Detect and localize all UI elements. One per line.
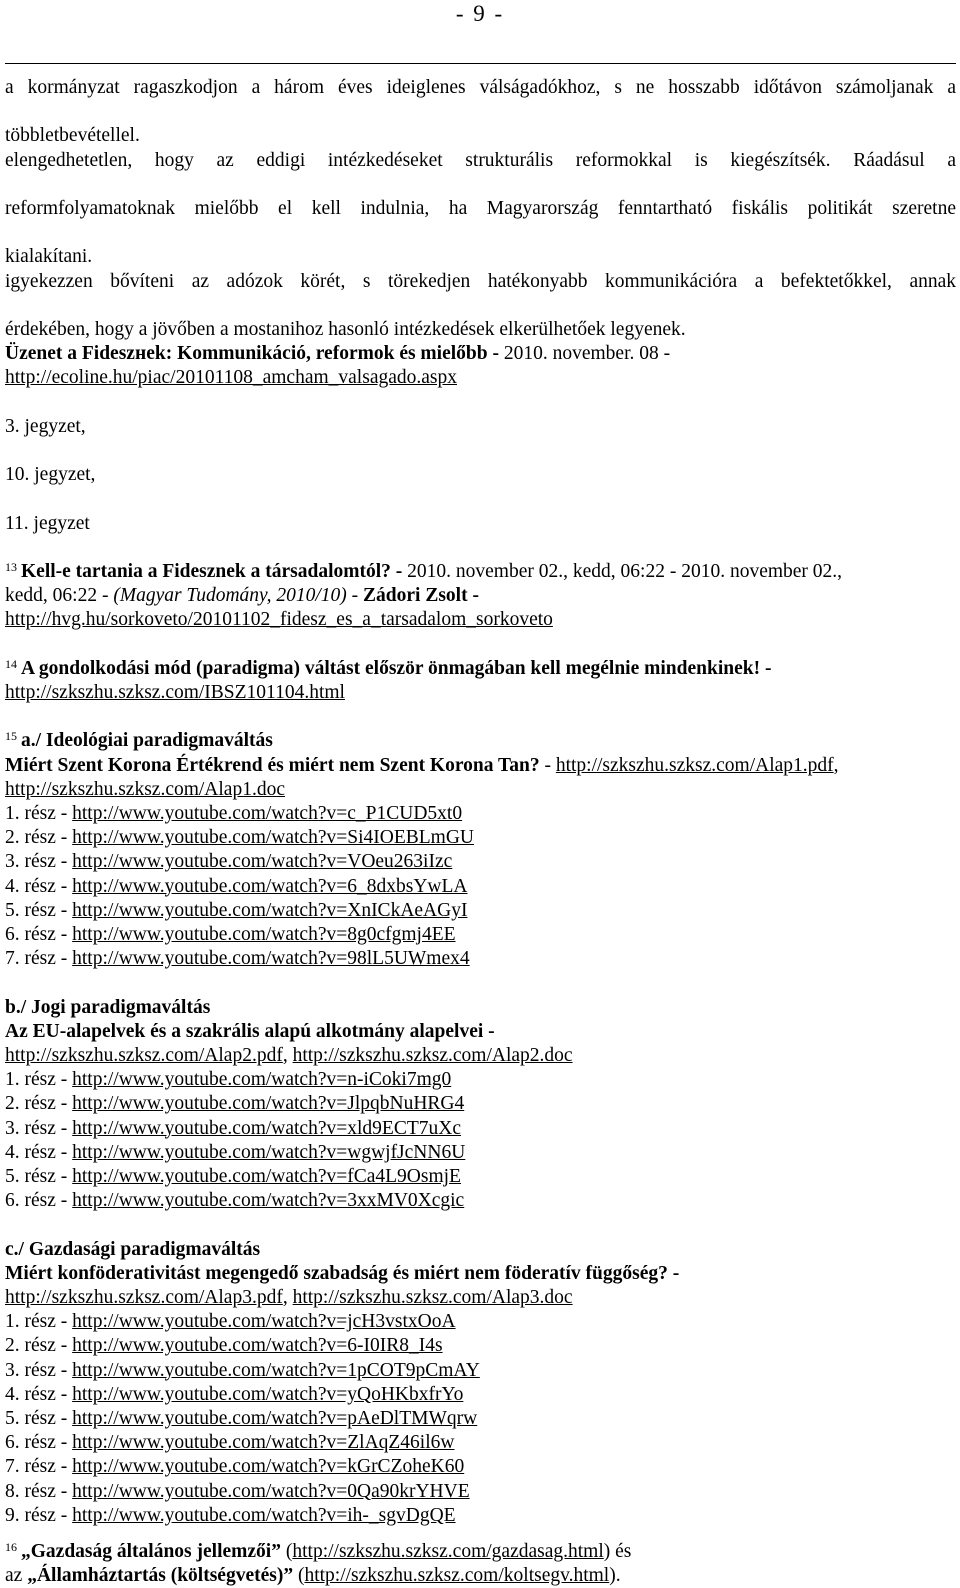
paragraph-tax	[5, 76, 956, 149]
video-part-item	[5, 1068, 956, 1092]
koltsegvetes-link[interactable]: http://szkszhu.szksz.com/koltsegv.html	[304, 1565, 610, 1587]
video-link[interactable]: http://www.youtube.com/watch?v=XnICkAeAGyI	[72, 899, 468, 921]
video-part-item	[5, 1504, 956, 1528]
section-heading-b: b./ Jogi paradigmaváltás	[5, 996, 211, 1018]
source-uzenet	[5, 342, 956, 390]
video-part-label: 7. rész -	[5, 948, 73, 970]
video-link[interactable]: http://www.youtube.com/watch?v=jcH3vstxOoA	[72, 1311, 456, 1333]
video-part-item	[5, 1480, 956, 1504]
footnote-14	[5, 657, 956, 705]
video-part-item	[5, 875, 956, 899]
footnote-link[interactable]: http://szkszhu.szksz.com/IBSZ101104.html	[5, 682, 345, 703]
video-link[interactable]: http://www.youtube.com/watch?v=c_P1CUD5xt0	[72, 803, 463, 824]
video-part-item	[5, 947, 956, 971]
footnote-number: 16	[5, 1540, 17, 1555]
separator: ,	[282, 1045, 293, 1067]
section-subtitle-a: Miért Szent Korona Értékrend és miért nem Szent Korona Tan?	[5, 754, 540, 776]
video-part-item	[5, 1141, 956, 1165]
source-date: 2010. november. 08 -	[498, 343, 671, 365]
paragraph-reforms	[5, 149, 956, 270]
video-link[interactable]: http://www.youtube.com/watch?v=98lL5UWmex4	[72, 948, 470, 970]
video-part-label: 4. rész -	[5, 1383, 73, 1405]
paren-open: (	[280, 1541, 293, 1563]
video-part-item	[5, 1359, 956, 1383]
video-link[interactable]: http://www.youtube.com/watch?v=6_8dxbsYwLA	[72, 875, 468, 897]
footnote-journal: (Magyar Tudomány, 2010/10)	[113, 585, 347, 607]
video-link[interactable]: http://www.youtube.com/watch?v=6-I0IR8_I4s	[72, 1335, 443, 1357]
video-link[interactable]: http://www.youtube.com/watch?v=xld9ECT7uXc	[72, 1117, 461, 1139]
separator: ,	[282, 1287, 293, 1309]
separator: -	[346, 585, 364, 607]
video-part-item	[5, 1092, 956, 1116]
video-part-label: 6. rész -	[5, 1190, 73, 1212]
video-part-label: 6. rész -	[5, 924, 73, 946]
paren-close: ) és	[603, 1541, 632, 1563]
conjunction: az	[5, 1565, 28, 1587]
video-part-item	[5, 1165, 956, 1189]
alap1-doc-link[interactable]: http://szkszhu.szksz.com/Alap1.doc	[5, 778, 285, 800]
footnote-title: „Államháztartás (költségvetés)”	[27, 1565, 294, 1587]
video-part-label: 4. rész -	[5, 875, 73, 897]
video-part-item	[5, 802, 956, 826]
video-part-item	[5, 1117, 956, 1141]
document-body	[5, 76, 956, 1588]
source-title-line	[5, 342, 956, 366]
video-part-label: 5. rész -	[5, 1408, 73, 1430]
video-part-label: 1. rész -	[5, 1069, 73, 1091]
alap2-pdf-link[interactable]: http://szkszhu.szksz.com/Alap2.pdf	[5, 1045, 283, 1067]
footnote-author: Zádori Zsolt -	[363, 585, 479, 607]
video-link[interactable]: http://www.youtube.com/watch?v=kGrCZoheK60	[72, 1456, 465, 1478]
separator: ,	[833, 754, 839, 776]
footnote-title: Kell-e tartania a Fidesznek a társadalomtól? -	[21, 561, 403, 582]
paren-close: ).	[609, 1565, 621, 1587]
video-link[interactable]: http://www.youtube.com/watch?v=3xxMV0Xcgic	[72, 1190, 465, 1212]
footnote-number: 14	[5, 656, 17, 671]
paren-open: (	[293, 1565, 305, 1587]
video-part-label: 3. rész -	[5, 851, 73, 873]
text-line: többletbevétellel.	[5, 125, 140, 147]
footnote-date: 2010. november 02., kedd, 06:22 - 2010. november 02.,	[402, 561, 843, 582]
video-part-item	[5, 826, 956, 850]
video-link[interactable]: http://www.youtube.com/watch?v=ih-_sgvDgQE	[72, 1504, 456, 1526]
video-link[interactable]: http://www.youtube.com/watch?v=0Qa90krYHVE	[72, 1480, 470, 1502]
video-part-label: 3. rész -	[5, 1359, 73, 1381]
video-link[interactable]: http://www.youtube.com/watch?v=yQoHKbxfrYo	[72, 1383, 464, 1405]
video-part-label: 2. rész -	[5, 1335, 73, 1357]
video-link[interactable]: http://www.youtube.com/watch?v=1pCOT9pCmAY	[72, 1359, 480, 1381]
video-list-b	[5, 1068, 956, 1213]
video-part-label: 5. rész -	[5, 1166, 73, 1188]
source-title: Üzenet a Fideszнek: Kommunikáció, reformok és mielőbb -	[5, 343, 499, 365]
video-part-label: 7. rész -	[5, 1456, 73, 1478]
paragraph-communication	[5, 270, 956, 343]
gazdasag-link[interactable]: http://szkszhu.szksz.com/gazdasag.html	[292, 1541, 604, 1563]
alap3-pdf-link[interactable]: http://szkszhu.szksz.com/Alap3.pdf	[5, 1287, 283, 1309]
video-link[interactable]: http://www.youtube.com/watch?v=ZlAqZ46il6w	[72, 1432, 455, 1454]
video-link[interactable]: http://www.youtube.com/watch?v=JlpqbNuHRG4	[72, 1093, 465, 1115]
video-part-label: 5. rész -	[5, 899, 73, 921]
footnote-number: 13	[5, 560, 17, 574]
footnote-13	[5, 560, 956, 633]
video-part-label: 8. rész -	[5, 1480, 73, 1502]
page-number: - 9 -	[455, 1, 505, 26]
video-part-label: 3. rész -	[5, 1117, 73, 1139]
alap1-pdf-link[interactable]: http://szkszhu.szksz.com/Alap1.pdf	[555, 754, 834, 776]
source-link[interactable]: http://ecoline.hu/piac/20101108_amcham_valsagado.aspx	[5, 367, 457, 389]
video-link[interactable]: http://www.youtube.com/watch?v=fCa4L9OsmjE	[72, 1166, 461, 1188]
section-subtitle-c: Miért konföderativitást megengedő szabadság és miért nem föderatív függőség? -	[5, 1262, 680, 1284]
footnote-date: kedd, 06:22 -	[5, 585, 114, 607]
video-part-item	[5, 1310, 956, 1334]
video-link[interactable]: http://www.youtube.com/watch?v=VOeu263iIzc	[72, 851, 453, 873]
video-part-item	[5, 899, 956, 923]
footnote-15	[5, 729, 956, 1528]
section-heading-c: c./ Gazdasági paradigmaváltás	[5, 1238, 261, 1260]
video-link[interactable]: http://www.youtube.com/watch?v=Si4IOEBLmGU	[72, 827, 474, 849]
video-part-item	[5, 850, 956, 874]
video-part-item	[5, 1455, 956, 1479]
video-part-label: 2. rész -	[5, 1093, 73, 1115]
text-line: a kormányzat ragaszkodjon a három éves ideiglenes válságadókhoz, s ne hosszabb időtávon számoljanak a	[5, 77, 956, 98]
footnote-16	[5, 1540, 956, 1588]
video-part-item	[5, 1383, 956, 1407]
video-list-a	[5, 802, 956, 971]
alap2-doc-link[interactable]: http://szkszhu.szksz.com/Alap2.doc	[292, 1045, 573, 1067]
text-line: igyekezzen bővíteni az adózok körét, s törekedjen hatékonyabb kommunikációra a befektetőkkel, annak	[5, 270, 956, 292]
footnote-title: A gondolkodási mód (paradigma) váltást először önmagában kell megélnie mindenkinek! -	[21, 657, 772, 679]
text-line: érdekében, hogy a jövőben a mostanihoz hasonló intézkedések elkerülhetőek legyenek.	[5, 319, 686, 341]
footnote-title: „Gazdaság általános jellemzői”	[21, 1541, 281, 1563]
video-link[interactable]: http://www.youtube.com/watch?v=pAeDlTMWqrw	[72, 1408, 478, 1430]
separator: -	[539, 754, 556, 776]
footnote-link[interactable]: http://hvg.hu/sorkoveto/20101102_fidesz_es_a_tarsadalom_sorkoveto	[5, 609, 553, 631]
video-part-item	[5, 923, 956, 947]
text-line: reformfolyamatoknak mielőbb el kell indulnia, ha Magyarország fenntartható fiskális politikát szeretne	[5, 198, 956, 220]
note-3: 3. jegyzet,	[5, 415, 86, 437]
section-heading-a: a./ Ideológiai paradigmaváltás	[21, 730, 273, 752]
section-subtitle-b: Az EU-alapelvek és a szakrális alapú alkotmány alapelvei -	[5, 1020, 495, 1042]
video-part-label: 4. rész -	[5, 1141, 73, 1163]
video-list-c	[5, 1310, 956, 1528]
video-part-label: 2. rész -	[5, 827, 73, 849]
video-link[interactable]: http://www.youtube.com/watch?v=8g0cfgmj4EE	[72, 924, 456, 946]
video-link[interactable]: http://www.youtube.com/watch?v=wgwjfJcNN6U	[72, 1141, 466, 1163]
note-10: 10. jegyzet,	[5, 464, 96, 486]
video-part-label: 1. rész -	[5, 803, 73, 824]
video-part-item	[5, 1189, 956, 1213]
alap3-doc-link[interactable]: http://szkszhu.szksz.com/Alap3.doc	[292, 1287, 573, 1309]
text-line: elengedhetetlen, hogy az eddigi intézkedéseket strukturális reformokkal is kiegészítsék. Ráadásul a	[5, 149, 956, 171]
text-line: kialakítani.	[5, 246, 93, 268]
footnote-number: 15	[5, 729, 17, 744]
video-part-label: 6. rész -	[5, 1432, 73, 1454]
header-rule	[5, 63, 956, 64]
video-part-label: 9. rész -	[5, 1504, 73, 1526]
video-part-item	[5, 1431, 956, 1455]
video-link[interactable]: http://www.youtube.com/watch?v=n-iCoki7mg0	[72, 1069, 452, 1091]
video-part-label: 1. rész -	[5, 1311, 73, 1333]
note-11: 11. jegyzet	[5, 512, 90, 534]
video-part-item	[5, 1334, 956, 1358]
video-part-item	[5, 1407, 956, 1431]
